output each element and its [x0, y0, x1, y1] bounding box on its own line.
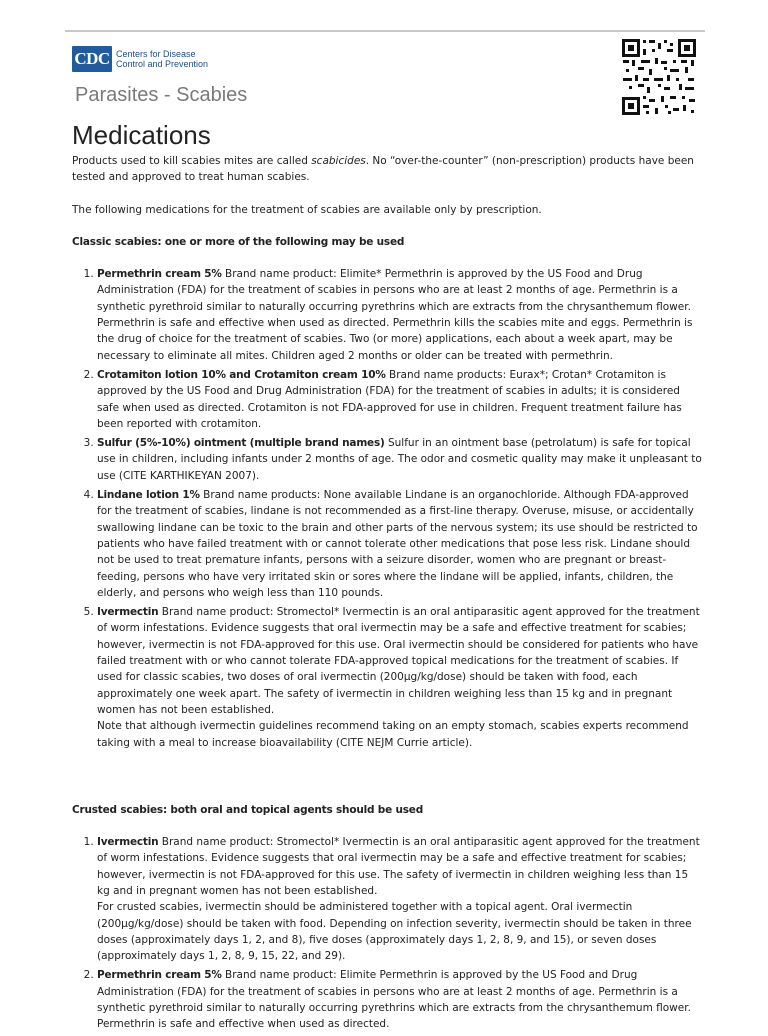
medication-name: Sulfur (5%-10%) ointment (multiple brand names) [97, 437, 385, 450]
crusted-scabies-heading: Crusted scabies: both oral and topical agents should be used [72, 803, 424, 816]
crusted-medication-list [72, 834, 702, 1033]
intro-emphasis: scabicides [311, 155, 366, 167]
classic-medication-list [72, 266, 702, 751]
medication-name: Ivermectin [97, 606, 159, 619]
list-item [97, 435, 702, 484]
list-item [97, 967, 702, 1032]
medication-name: Permethrin cream 5% [97, 268, 222, 281]
page-title: Medications [72, 120, 211, 150]
article-body [72, 153, 702, 1036]
cdc-logo-mark: CDC [72, 46, 112, 72]
site-title[interactable]: Parasites - Scabies [75, 84, 248, 106]
qr-code [621, 38, 697, 116]
cdc-logo[interactable] [72, 46, 208, 72]
list-item [97, 367, 702, 432]
medication-note: Note that although ivermectin guidelines recommend taking on an empty stomach, scabies experts recommend taking with a meal to increase bioavailability (CITE NEJM Currie article). [97, 720, 689, 749]
intro-paragraph [72, 153, 702, 186]
medication-description: Sulfur in an ointment base (petrolatum) is safe for topical use in children, including infants under 2 months of age. The odor and cosmetic quality may make it unpleasant to use (CITE KARTHIKEYAN 2007). [97, 437, 702, 482]
medication-name: Lindane lotion 1% [97, 489, 200, 502]
list-item [97, 487, 702, 601]
medication-description: Brand name product: Stromectol* Ivermectin is an oral antiparasitic agent approved for the treatment of worm infestations. Evidence suggests that oral ivermectin may be a safe and effective treatment for scabies; however, ivermectin is not FDA-approved for this use. The safety of ivermectin in children weighing less than 15 kg and in pregnant women has not been established. [97, 836, 700, 897]
list-item [97, 266, 702, 364]
cdc-logo-text [116, 49, 208, 69]
medication-description: Brand name product: Elimite Permethrin is approved by the US Food and Drug Administration (FDA) for the treatment of scabies in persons who are at least 2 months of age. Permethrin is a synthetic pyrethroid similar to naturally occurring pyrethrins which are extracts from the chrysanthemum flower. Permethrin is safe and effective when used as directed. [97, 969, 691, 1031]
top-divider [65, 30, 705, 32]
medication-description: Brand name products: Eurax*; Crotan* Crotamiton is approved by the US Food and Drug Administration (FDA) for the treatment of scabies in adults; it is considered safe when used as directed. Crotamiton is not FDA-approved for use in children. Frequent treatment failure has been reported with crotamiton. [97, 368, 682, 430]
medication-name: Ivermectin [97, 836, 159, 849]
list-item [97, 834, 702, 964]
medication-description: Brand name product: Stromectol* Ivermectin is an oral antiparasitic agent approved for the treatment of worm infestations. Evidence suggests that oral ivermectin may be a safe and effective treatment for scabies; however, ivermectin is not FDA-approved for this use. Oral ivermectin should be considered for patients who have failed treatment with or who cannot tolerate FDA-approved topical medications for the treatment of scabies. If used for classic scabies, two doses of oral ivermectin (200µg/kg/dose) should be taken with food, each approximately one week apart. The safety of ivermectin in children weighing less than 15 kg and in pregnant women has not been established. [97, 606, 700, 716]
intro-text-end: . No “over-the-counter” (non-prescription) products have been tested and approved to treat human scabies. [72, 155, 694, 184]
medication-description: Brand name product: Elimite* Permethrin is approved by the US Food and Drug Administration (FDA) for the treatment of scabies in persons who are at least 2 months of age. Permethrin is a synthetic pyrethroid similar to naturally occurring pyrethrins which are extracts from the chrysanthemum flower. Permethrin is safe and effective when used as directed. Permethrin kills the scabies mite and eggs. Permethrin is the drug of choice for the treatment of scabies. Two (or more) applications, each about a week apart, may be necessary to eliminate all mites. Children aged 2 months or older can be treated with permethrin. [97, 268, 693, 362]
medication-description: Brand name products: None available Lindane is an organochloride. Although FDA-approved for the treatment of scabies, lindane is not recommended as a first-line therapy. Overuse, misuse, or accidentally swallowing lindane can be toxic to the brain and other parts of the nervous system; its use should be restricted to patients who have failed treatment with or cannot tolerate other medications that pose less risk. Lindane should not be used to treat premature infants, persons with a seizure disorder, women who are pregnant or breast-feeding, persons who have very irritated skin or sores where the lindane will be applied, infants, children, the elderly, and persons who weigh less than 110 pounds. [97, 489, 698, 599]
classic-scabies-heading: Classic scabies: one or more of the following may be used [72, 235, 405, 248]
logo-line-2: Control and Prevention [116, 59, 209, 69]
medication-name: Crotamiton lotion 10% and Crotamiton cream 10% [97, 368, 386, 381]
medication-note: For crusted scabies, ivermectin should be administered together with a topical agent. Oral ivermectin (200µg/kg/dose) should be taken with food. Depending on infection severity, ivermectin should be taken in three doses (approximately days 1, 2, and 8), five doses (approximately days 1, 2, 8, 9, and 15), or seven doses (approximately days 1, 2, 8, 9, 15, 22, and 29). [97, 901, 692, 963]
medication-name: Permethrin cream 5% [97, 969, 222, 982]
logo-line-1: Centers for Disease [116, 49, 196, 59]
prescription-note: The following medications for the treatment of scabies are available only by prescription. [72, 203, 542, 216]
list-item [97, 604, 702, 751]
intro-text: Products used to kill scabies mites are called [72, 155, 312, 167]
